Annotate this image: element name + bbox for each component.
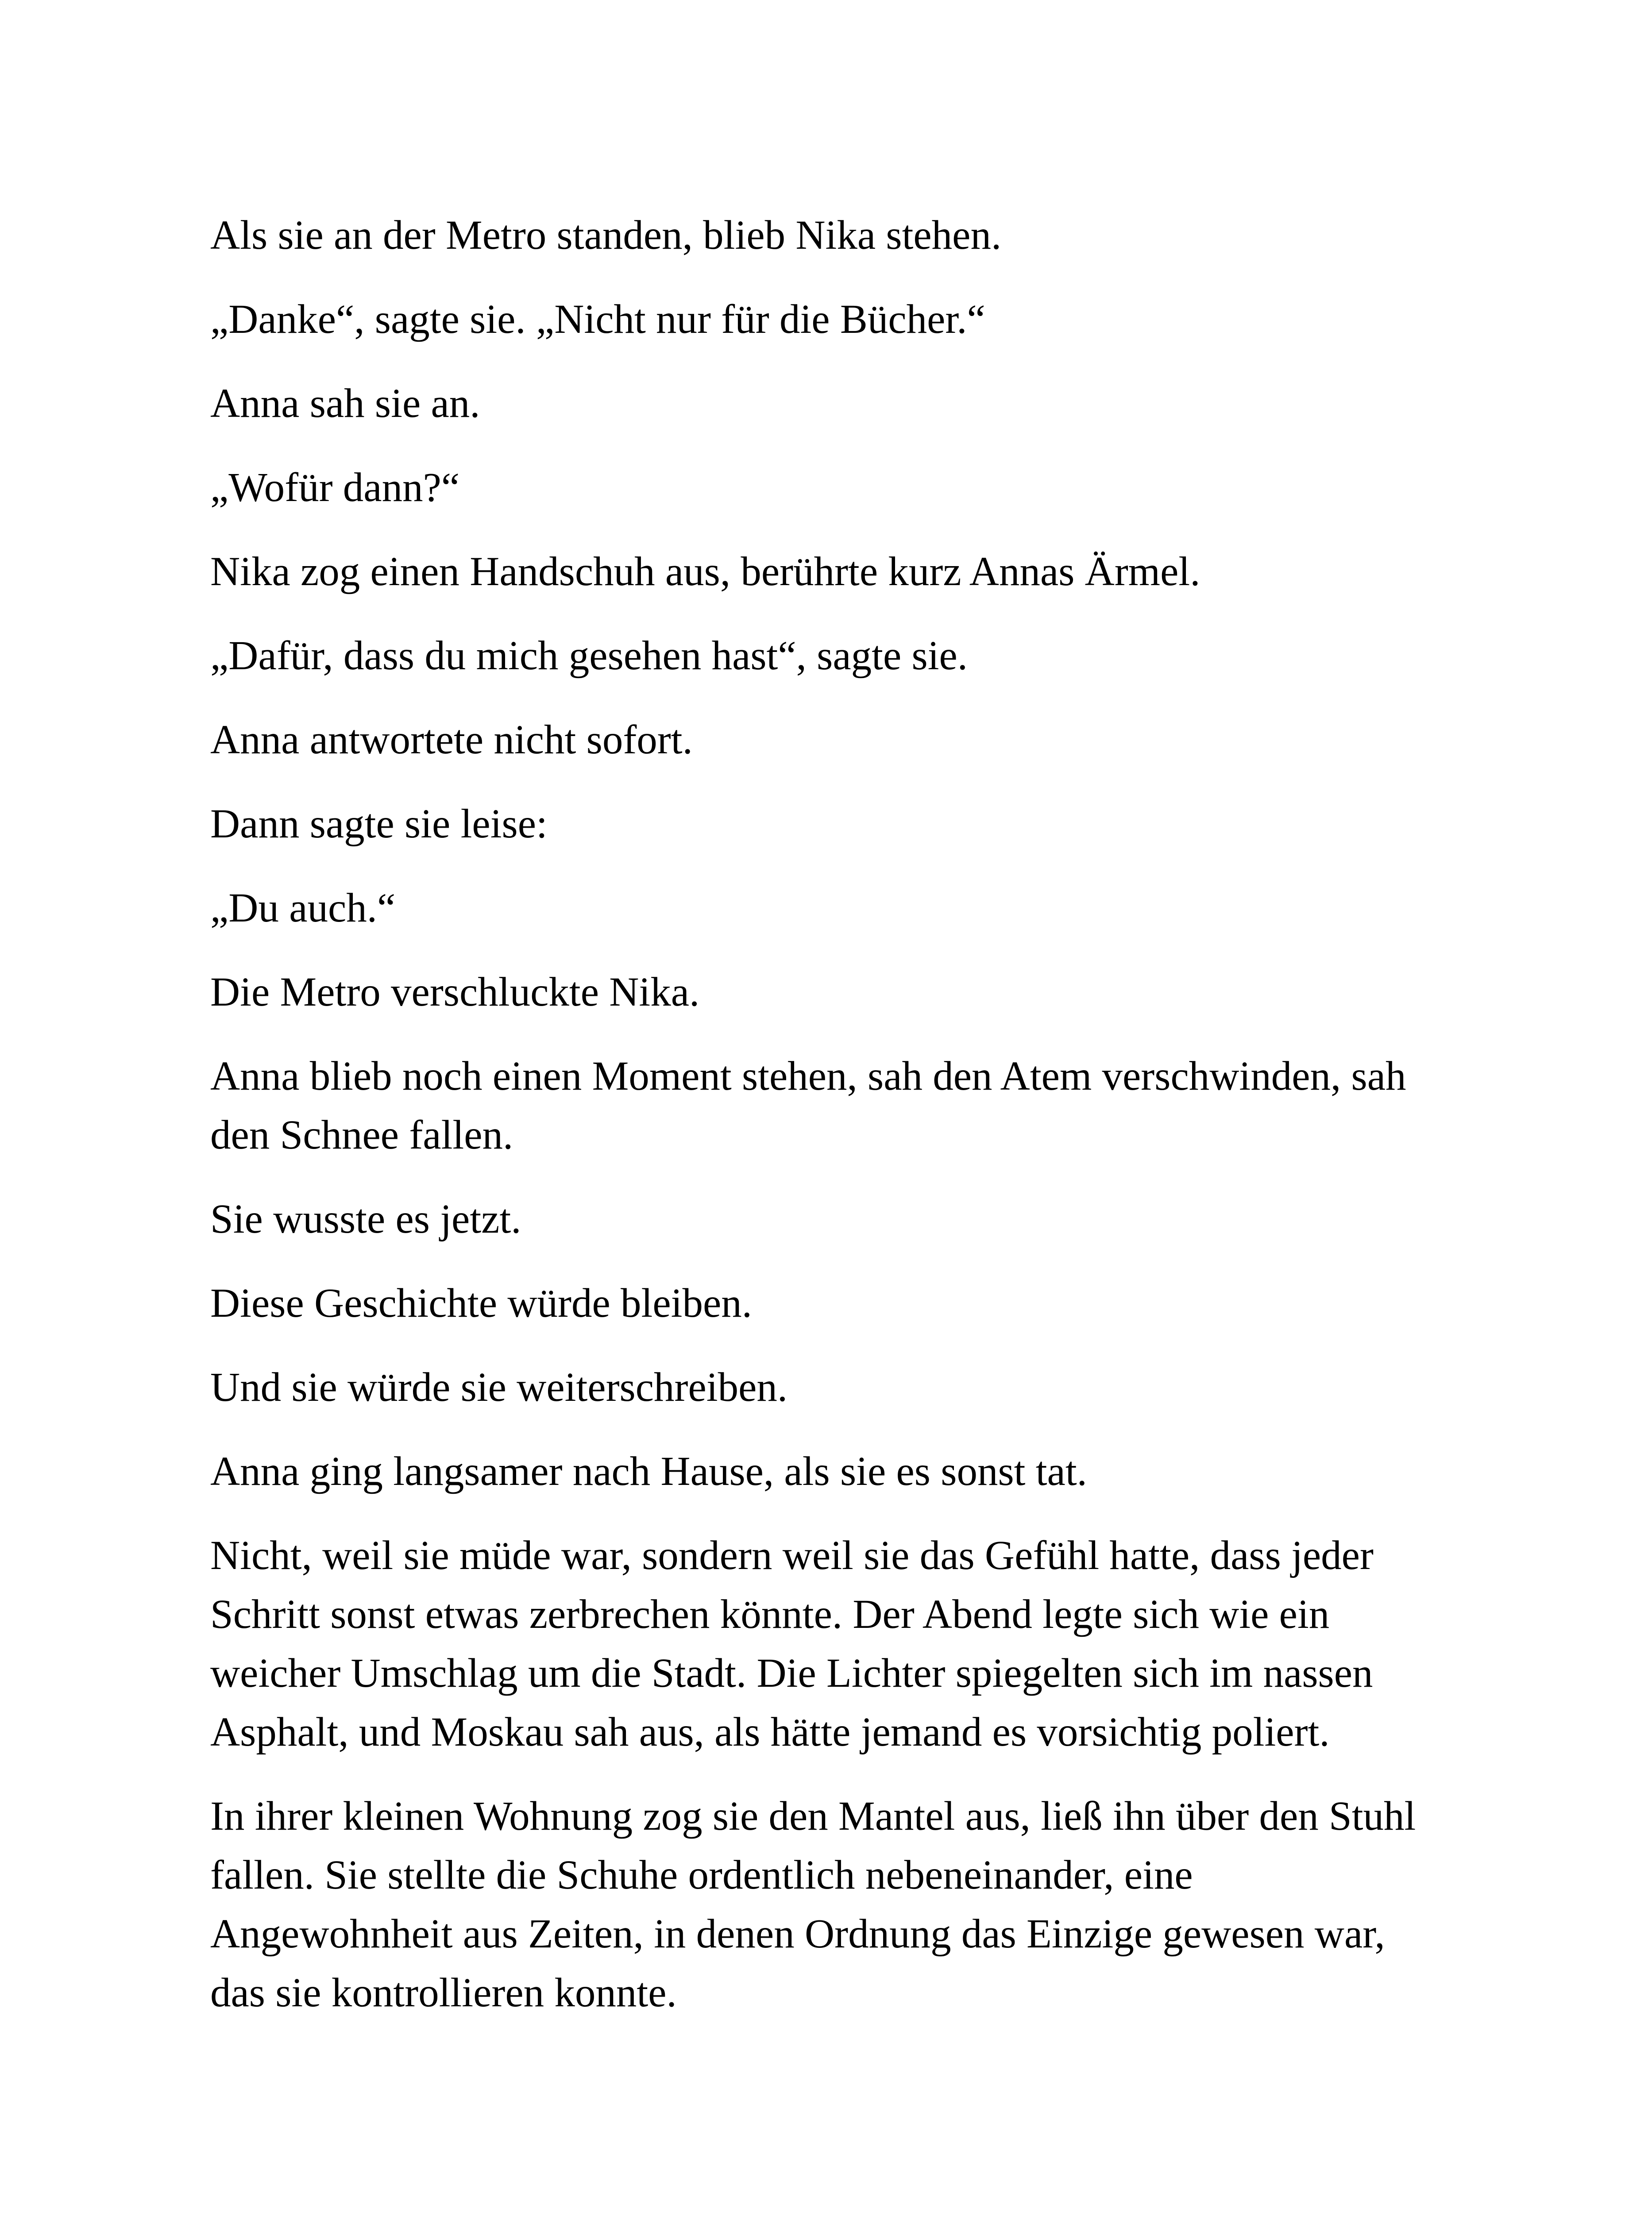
paragraph: Nicht, weil sie müde war, sondern weil sie das Gefühl hatte, dass jeder Schritt sonst etwas zerbrechen könnte. Der Abend legte sich wie ein weicher Umschlag um die Stadt. Die Lichter spiegelten sich im nassen Asphalt, und Moskau sah aus, als hätte jemand es vorsichtig poliert. [210,1533,1374,1755]
paragraph: Anna antwortete nicht sofort. [210,717,693,763]
paragraph: „Danke“, sagte sie. „Nicht nur für die Bücher.“ [210,297,985,342]
paragraph: Die Metro verschluckte Nika. [210,969,700,1015]
document-body [210,206,1441,2047]
paragraph: Sie wusste es jetzt. [210,1196,521,1242]
paragraph: Anna sah sie an. [210,381,480,426]
paragraph: „Dafür, dass du mich gesehen hast“, sagte sie. [210,633,968,679]
paragraph: Dann sagte sie leise: [210,801,548,847]
paragraph: Als sie an der Metro standen, blieb Nika stehen. [210,212,1002,258]
paragraph: In ihrer kleinen Wohnung zog sie den Mantel aus, ließ ihn über den Stuhl fallen. Sie stellte die Schuhe ordentlich nebeneinander, eine Angewohnheit aus Zeiten, in denen Ordnung das Einzige gewesen war, das sie kontrollieren konnte. [210,1793,1416,2016]
paragraph: „Du auch.“ [210,885,396,931]
paragraph: Nika zog einen Handschuh aus, berührte kurz Annas Ärmel. [210,549,1200,594]
paragraph: Und sie würde sie weiterschreiben. [210,1365,788,1410]
paragraph: Anna blieb noch einen Moment stehen, sah den Atem verschwinden, sah den Schnee fallen. [210,1053,1406,1158]
paragraph: Diese Geschichte würde bleiben. [210,1280,753,1326]
paragraph: „Wofür dann?“ [210,465,460,510]
paragraph: Anna ging langsamer nach Hause, als sie es sonst tat. [210,1449,1087,1494]
